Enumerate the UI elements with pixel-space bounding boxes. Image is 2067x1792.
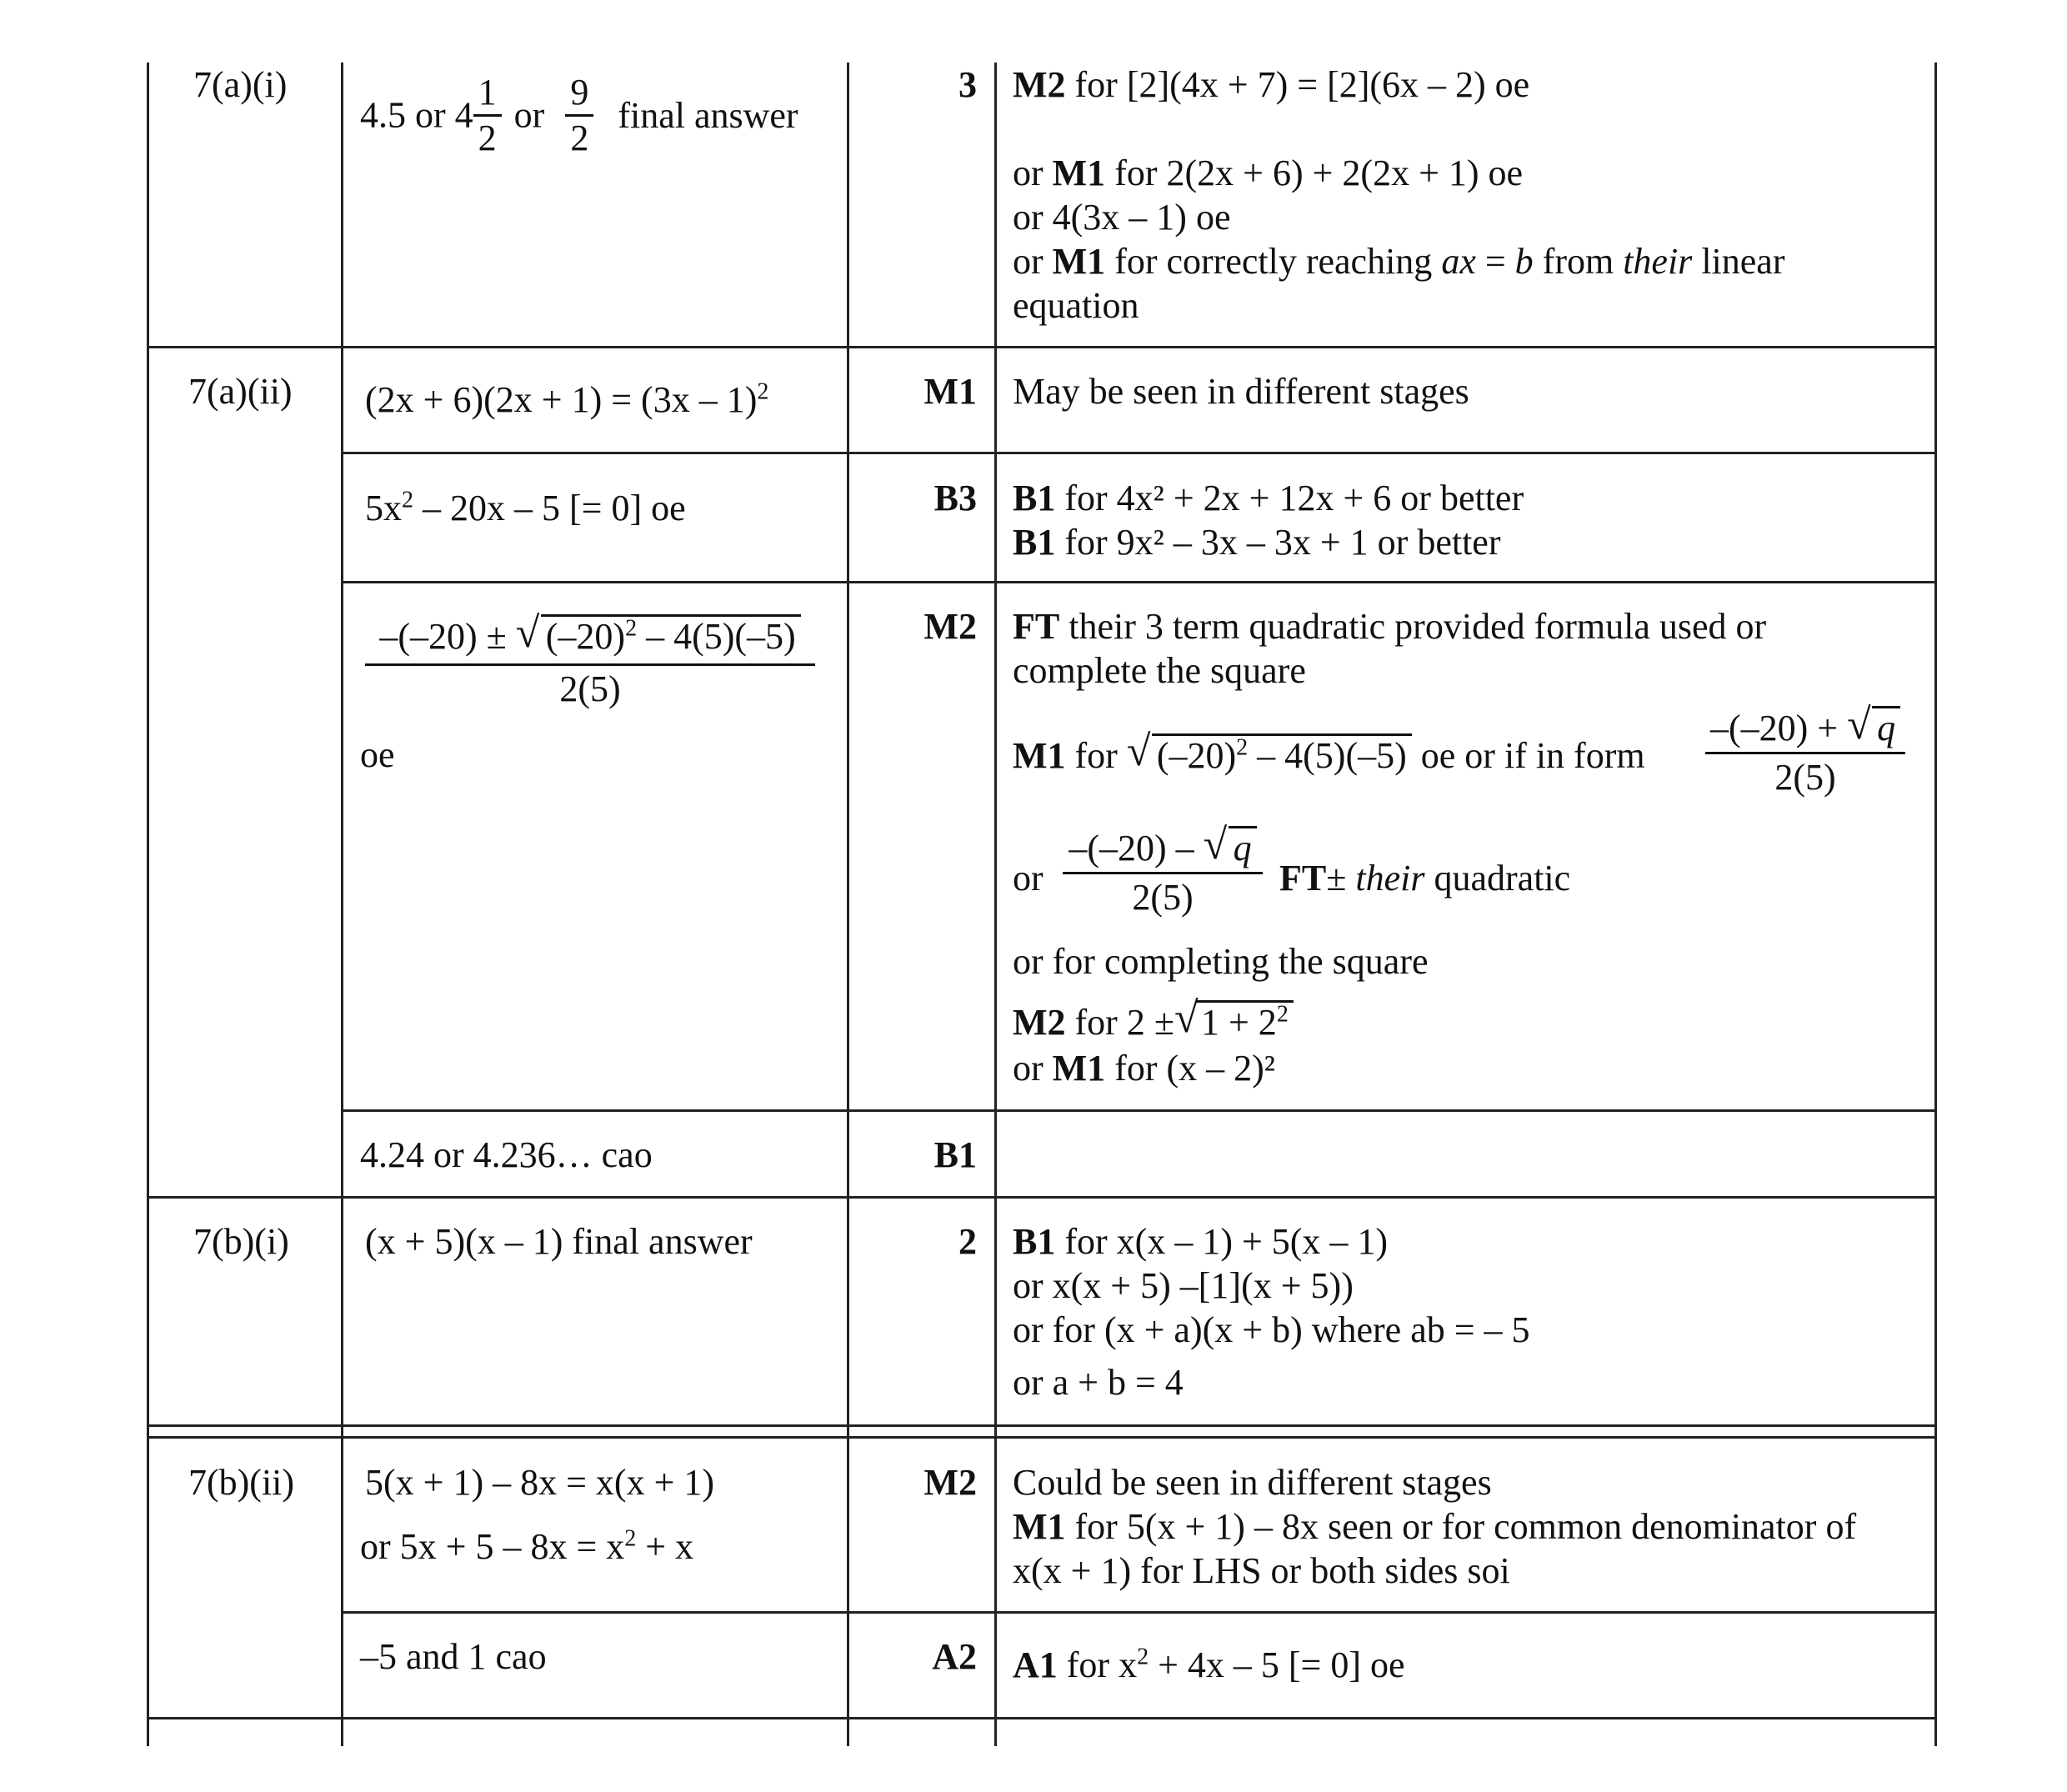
- guidance-bold: FT: [1013, 606, 1060, 647]
- guidance-bold: M1: [1052, 1048, 1106, 1089]
- guidance-line: or for (x + a)(x + b) where ab = – 5: [1013, 1309, 1530, 1350]
- guidance-line: [1013, 605, 1766, 648]
- guidance-text: from: [1533, 241, 1624, 282]
- guidance-text: + 4x – 5 [= 0] oe: [1149, 1644, 1405, 1685]
- guidance-bold: M2: [1013, 64, 1066, 105]
- table-border-right: [1934, 63, 1937, 1746]
- answer-lead: 4.5 or 4: [360, 94, 473, 136]
- radical-icon: √: [1847, 701, 1871, 748]
- superscript: 2: [1276, 1001, 1289, 1028]
- guidance-text: or: [1013, 153, 1053, 193]
- square-root: [1174, 994, 1294, 1044]
- answer-cell: (x + 5)(x – 1) final answer: [365, 1221, 753, 1262]
- table-border-left: [147, 63, 149, 1746]
- guidance-text: ±: [1326, 858, 1356, 899]
- formula-text: –(–20) –: [1069, 828, 1204, 868]
- radical-icon: √: [1203, 821, 1228, 868]
- answer-line: [360, 1525, 693, 1569]
- answer-or: or: [513, 94, 545, 136]
- row-divider-double-bottom: [147, 1436, 1937, 1439]
- column-divider-3: [994, 63, 997, 1746]
- answer-text: 5x: [365, 488, 402, 528]
- row-divider-double-top: [147, 1424, 1937, 1427]
- question-label: 7(b)(i): [193, 1221, 289, 1262]
- fraction-numerator: [1705, 701, 1905, 752]
- guidance-line: Could be seen in different stages: [1013, 1462, 1492, 1503]
- guidance-line: or x(x + 5) –[1](x + 5)): [1013, 1265, 1354, 1306]
- answer-cell: 4.24 or 4.236… cao: [360, 1134, 653, 1175]
- row-divider: [341, 452, 1937, 454]
- guidance-line: [1013, 1220, 1388, 1264]
- fraction-denominator: 2: [565, 114, 593, 160]
- guidance-text: quadratic: [1424, 858, 1571, 899]
- guidance-line: [1013, 1644, 1405, 1687]
- superscript: 2: [402, 487, 413, 513]
- guidance-bold: M1: [1013, 1506, 1066, 1547]
- radical-icon: √: [1126, 728, 1151, 775]
- guidance-bold: B1: [1013, 522, 1056, 563]
- question-label: 7(b)(ii): [188, 1462, 295, 1503]
- guidance-text: =: [1475, 241, 1515, 282]
- guidance-text: for correctly reaching: [1105, 241, 1442, 282]
- guidance-text: their 3 term quadratic provided formula used or: [1059, 606, 1767, 647]
- guidance-bold: A1: [1013, 1644, 1058, 1685]
- guidance-line: [1013, 521, 1500, 564]
- guidance-line: [1013, 240, 1784, 283]
- guidance-line: or for completing the square: [1013, 941, 1429, 982]
- answer-tail: final answer: [618, 94, 798, 136]
- superscript: 2: [625, 615, 638, 642]
- mark-value: M2: [923, 606, 977, 647]
- guidance-bold: M1: [1052, 153, 1106, 193]
- guidance-text: for x: [1057, 1644, 1138, 1685]
- formula-denominator: 2(5): [365, 663, 815, 713]
- superscript: 2: [1137, 1644, 1149, 1670]
- guidance-italic: ax: [1441, 241, 1476, 282]
- column-divider-2: [847, 63, 849, 1746]
- question-label: 7(a)(ii): [188, 371, 293, 412]
- row-divider: [341, 581, 1937, 583]
- mark-value: M2: [923, 1462, 977, 1503]
- guidance-text: for x(x – 1) + 5(x – 1): [1055, 1221, 1389, 1262]
- formula-italic: q: [1877, 708, 1896, 748]
- row-divider: [341, 1611, 1937, 1614]
- answer-text: (2x + 6)(2x + 1) = (3x – 1): [365, 379, 758, 420]
- guidance-italic: their: [1623, 241, 1693, 282]
- guidance-line: equation: [1013, 285, 1139, 326]
- guidance-line: [1013, 994, 1294, 1044]
- fraction-denominator: 2: [473, 114, 502, 160]
- answer-fraction: [473, 71, 502, 160]
- guidance-bold: M1: [1052, 241, 1106, 282]
- square-root: [1203, 821, 1257, 872]
- guidance-line: x(x + 1) for LHS or both sides soi: [1013, 1550, 1510, 1591]
- guidance-bold: M2: [1013, 1002, 1066, 1043]
- guidance-line: or a + b = 4: [1013, 1362, 1184, 1403]
- answer-text: + x: [636, 1526, 694, 1567]
- superscript: 2: [624, 1525, 637, 1552]
- mark-value: B3: [933, 478, 977, 518]
- square-root: [515, 609, 801, 660]
- mark-value: M1: [923, 371, 977, 412]
- guidance-text: oe or if in form: [1420, 735, 1645, 776]
- answer-oe: oe: [360, 734, 395, 775]
- row-divider: [147, 346, 1937, 348]
- guidance-bold: FT: [1279, 858, 1327, 899]
- guidance-line: [1013, 1047, 1275, 1090]
- guidance-text: for: [1065, 735, 1127, 776]
- guidance-text: for (x – 2)²: [1105, 1048, 1275, 1089]
- mark-value: 2: [958, 1221, 977, 1262]
- formula-text: –(–20) ±: [379, 616, 507, 657]
- guidance-line: [1013, 152, 1523, 195]
- formula-text: (–20): [1156, 735, 1237, 776]
- answer-text: or 5x + 5 – 8x = x: [360, 1526, 625, 1567]
- answer-fraction: [565, 71, 593, 160]
- answer-cell: [365, 378, 768, 422]
- guidance-or: or: [1013, 858, 1044, 899]
- guidance-line: complete the square: [1013, 650, 1306, 691]
- formula-text: – 4(5)(–5): [637, 616, 796, 657]
- superscript: 2: [757, 378, 769, 405]
- answer-line: 5(x + 1) – 8x = x(x + 1): [365, 1462, 715, 1503]
- answer-quadratic-formula: [365, 609, 815, 713]
- question-label: 7(a)(i): [193, 64, 288, 105]
- guidance-italic: b: [1514, 241, 1534, 282]
- guidance-bold: M1: [1013, 735, 1066, 776]
- guidance-line: [1279, 857, 1570, 900]
- guidance-italic: their: [1355, 858, 1425, 899]
- row-divider: [147, 1196, 1937, 1199]
- mark-value: B1: [933, 1134, 977, 1175]
- guidance-text: for 9x² – 3x – 3x + 1 or better: [1055, 522, 1501, 563]
- guidance-line: [1013, 63, 1529, 107]
- fraction-numerator: [1063, 821, 1263, 872]
- fraction-numerator: 1: [478, 72, 497, 113]
- square-root: [1126, 728, 1412, 778]
- guidance-text: for 2 ±: [1065, 1002, 1174, 1043]
- guidance-line: [1013, 1505, 1856, 1549]
- answer-cell: [360, 71, 798, 160]
- guidance-line: [1013, 477, 1524, 520]
- formula-numerator: [365, 609, 815, 663]
- radical-icon: √: [515, 609, 540, 657]
- answer-text: – 20x – 5 [= 0] oe: [413, 488, 686, 528]
- row-divider: [147, 1717, 1937, 1719]
- guidance-text: or: [1013, 241, 1053, 282]
- formula-text: 1 + 2: [1200, 1002, 1277, 1043]
- answer-cell: –5 and 1 cao: [360, 1636, 547, 1677]
- formula-text: – 4(5)(–5): [1248, 735, 1407, 776]
- guidance-text: for [2](4x + 7) = [2](6x – 2) oe: [1065, 64, 1530, 105]
- guidance-text: for 5(x + 1) – 8x seen or for common denominator of: [1065, 1506, 1857, 1547]
- radical-icon: √: [1174, 994, 1199, 1042]
- superscript: 2: [1236, 734, 1249, 761]
- formula-italic: q: [1233, 828, 1252, 868]
- formula-text: –(–20) +: [1709, 708, 1848, 748]
- guidance-bold: B1: [1013, 1221, 1056, 1262]
- guidance-fraction: [1705, 701, 1905, 801]
- guidance-bold: B1: [1013, 478, 1056, 518]
- guidance-text: linear: [1692, 241, 1785, 282]
- fraction-denominator: 2(5): [1063, 872, 1263, 921]
- fraction-denominator: 2(5): [1705, 752, 1905, 801]
- answer-cell: [365, 487, 686, 530]
- square-root: [1847, 701, 1900, 752]
- mark-value: A2: [932, 1636, 977, 1677]
- row-divider: [341, 1109, 1937, 1112]
- mark-value: 3: [958, 64, 977, 105]
- column-divider-1: [341, 63, 343, 1746]
- guidance-line: May be seen in different stages: [1013, 371, 1469, 412]
- guidance-text: for 2(2x + 6) + 2(2x + 1) oe: [1105, 153, 1524, 193]
- guidance-text: for 4x² + 2x + 12x + 6 or better: [1055, 478, 1524, 518]
- guidance-line: [1013, 728, 1645, 778]
- guidance-text: or: [1013, 1048, 1053, 1089]
- fraction-numerator: 9: [570, 72, 589, 113]
- guidance-line: or 4(3x – 1) oe: [1013, 197, 1231, 238]
- guidance-fraction: [1063, 821, 1263, 921]
- formula-text: (–20): [545, 616, 626, 657]
